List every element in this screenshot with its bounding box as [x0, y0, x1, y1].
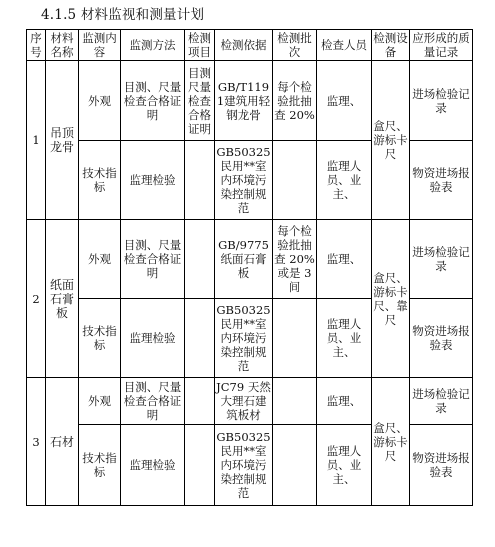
inspector: 监理、 [317, 220, 372, 299]
test-item [185, 378, 215, 425]
monitor-content: 技术指标 [79, 141, 121, 220]
header-monitor-content: 监测内容 [79, 30, 121, 61]
monitor-method: 目测、尺量检查合格证明 [121, 220, 185, 299]
monitor-method: 目测、尺量检查合格证明 [121, 61, 185, 141]
test-item [185, 220, 215, 299]
test-equipment: 盒尺、游标卡尺 [372, 61, 410, 220]
header-test-basis: 检测依据 [215, 30, 273, 61]
quality-record: 进场检验记录 [410, 220, 473, 299]
monitor-method: 监理检验 [121, 425, 185, 506]
monitor-method: 监理检验 [121, 299, 185, 378]
table-row [27, 220, 473, 299]
header-quality-record: 应形成的质量记录 [410, 30, 473, 61]
inspector: 监理、 [317, 378, 372, 425]
test-basis: GB50325民用**室内环境污染控制规范 [215, 425, 273, 506]
header-test-batch: 检测批次 [273, 30, 317, 61]
row-number: 3 [27, 378, 46, 506]
monitor-content: 外观 [79, 220, 121, 299]
monitor-method: 目测、尺量检查合格证明 [121, 378, 185, 425]
header-equipment: 检测设备 [373, 31, 408, 59]
header-no: 序号 [27, 30, 46, 61]
table-row [27, 61, 473, 141]
row-number: 2 [27, 220, 46, 378]
material-name: 吊顶龙骨 [46, 61, 79, 220]
test-item [185, 299, 215, 378]
monitor-content: 外观 [79, 378, 121, 425]
test-batch: 每个检验批抽查 20% [273, 61, 317, 141]
inspector: 监理人员、业主、 [317, 425, 372, 506]
inspector: 监理人员、业主、 [317, 141, 372, 220]
row-number: 1 [27, 61, 46, 220]
monitor-method: 监理检验 [121, 141, 185, 220]
quality-record: 物资进场报验表 [410, 299, 473, 378]
header-monitor-method: 监测方法 [121, 30, 185, 61]
test-batch [273, 299, 317, 378]
test-basis: JC79 天然大理石建筑板材 [215, 378, 273, 425]
test-batch: 每个检验批抽查 20%或是 3间 [273, 220, 317, 299]
test-item [185, 141, 215, 220]
test-basis: GB/T1191建筑用轻钢龙骨 [215, 61, 273, 141]
test-batch [273, 141, 317, 220]
monitor-content: 外观 [79, 61, 121, 141]
test-equipment: 盒尺、游标卡尺、靠尺 [372, 220, 410, 378]
section-heading: 4.1.5 材料监视和测量计划 [41, 7, 205, 23]
quality-record: 进场检验记录 [410, 378, 473, 425]
monitoring-plan-table [26, 29, 473, 506]
test-basis: GB50325民用**室内环境污染控制规范 [215, 299, 273, 378]
table-row [27, 378, 473, 425]
test-basis: GB/9775纸面石膏板 [215, 220, 273, 299]
test-item [185, 425, 215, 506]
test-equipment: 盒尺、游标卡尺 [372, 378, 410, 506]
header-test-item: 检测项目 [185, 30, 215, 61]
test-batch [273, 378, 317, 425]
header-inspector: 检查人员 [317, 30, 372, 61]
test-item: 目测尺量检查合格证明 [185, 61, 215, 141]
monitor-content: 技术指标 [79, 425, 121, 506]
inspector: 监理、 [317, 61, 372, 141]
test-basis: GB50325民用**室内环境污染控制规范 [215, 141, 273, 220]
material-name: 纸面石膏板 [46, 220, 79, 378]
quality-record: 进场检验记录 [410, 61, 473, 141]
material-name: 石材 [46, 378, 79, 506]
header-material-name: 材料名称 [46, 30, 79, 61]
monitor-content: 技术指标 [79, 299, 121, 378]
quality-record: 物资进场报验表 [410, 141, 473, 220]
header-row [27, 30, 473, 61]
test-batch [273, 425, 317, 506]
inspector: 监理人员、业主、 [317, 299, 372, 378]
quality-record: 物资进场报验表 [410, 425, 473, 506]
